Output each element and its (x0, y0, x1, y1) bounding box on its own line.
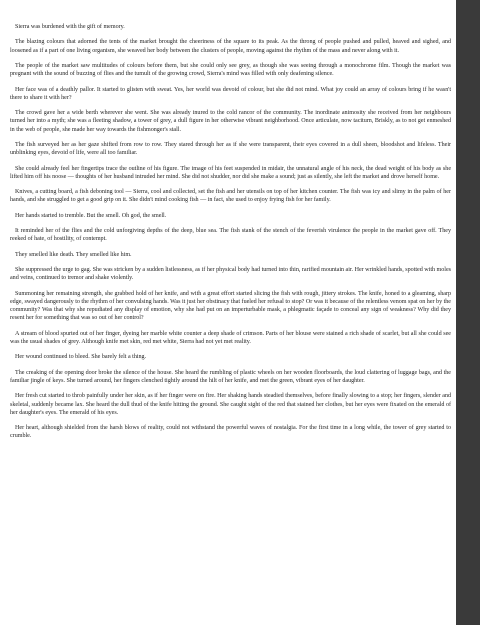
paragraph: A stream of blood spurted out of her finger, dyeing her marble white counter a deep shade of crimson. Parts of her blouse were stained a rich shade of scarlet, but all she could see was the usual shades of grey. Although knife met skin, red met white, Sierra had not yet met reality. (10, 330, 451, 345)
paragraph: The blazing colours that adorned the tents of the market brought the cheeriness of the square to its peak. As the throng of people pushed and pulled, heaved and sighed, and loosened as if a part of one living organism, she weaved her body between the clusters of people, moving against the rhythm of the mass and never along with it. (10, 39, 451, 54)
paragraph: It reminded her of the flies and the cold unforgiving depths of the deep, blue sea. The fish stank of the stench of the feverish virulence the people in the market gave off. They reeked of hate, of hostility, of contempt. (10, 228, 451, 243)
paragraph: They smelled like death. They smelled like him. (15, 251, 132, 258)
paragraph: She suppressed the urge to gag. She was stricken by a sudden listlessness, as if her physical body had turned into thin, rarified mountain air. Her wrinkled hands, spotted with moles and veins, continued to tremor and shake violently. (10, 267, 451, 282)
paragraph: The people of the market saw multitudes of colours before them, but she could only see grey, as though she was seeing through a monochrome film. Though the market was pregnant with the sound of buzzing of flies and the tumult of the growing crowd, Sierra's mind was filled with only deafening silence. (10, 62, 451, 78)
paragraph: The fish surveyed her as her gaze shifted from row to row. They stared through her as if she were transparent, their eyes covered in a dull sheen, bloodshot and lifeless. Their unblinking eyes, devoid of life, were all too familiar. (10, 141, 451, 157)
paragraph: Her wound continued to bleed. She barely felt a thing. (15, 354, 147, 361)
story-text-column (10, 23, 451, 441)
paragraph: Summoning her remaining strength, she grabbed hold of her knife, and with a great effort started slicing the fish with rough, jittery strokes. The knife, honed to a gleaming, sharp edge, swayed dangerously to the rhythm of her convulsing hands. Was it just her obstinacy that fueled her refusal to stop? Or was it because of the relentless venom spat on her by the community? Was that why she repudiated any display of emotion, why she had put on an imperturbable mask, a phlegmatic façade to conceal any sign of weakness? Why did they resent her for something that was so out of her control? (10, 290, 451, 322)
paragraph: The creaking of the opening door broke the silence of the house. She heard the rumbling of plastic wheels on her wooden floorboards, the loud clattering of luggage bags, and the familiar jingle of keys. She turned around, her fingers clenched tightly around the hilt of her knife, and met the green, vibrant eyes of her daughter. (10, 369, 451, 384)
paragraph: Knives, a cutting board, a fish deboning tool — Sierra, cool and collected, set the fish and her utensils on top of her kitchen counter. The fish was icy and slimy in the palm of her hands, and she struggled to get a good grip on it. She didn't mind cooking fish — in fact, she used to enjoy frying fish for her family. (10, 189, 451, 204)
paragraph: Her face was of a deathly pallor. It started to glisten with sweat. Yes, her world was devoid of colour, but she did not mind. What joy could an array of colours bring if he wasn't there to share it with her? (10, 86, 451, 101)
left-margin (0, 0, 6, 625)
paragraph: Her hands started to tremble. But the smell. Oh god, the smell. (15, 212, 167, 219)
right-edge-bar (456, 0, 480, 625)
paragraph: Her fresh cut started to throb painfully under her skin, as if her finger were on fire. Her shaking hands steadied themselves, before finally slowing to a stop; her fingers, slender and skeletal, suddenly became lax. She heard the dull thud of the knife hitting the ground. She caught sight of the red that stained her clothes, but her eyes were fixated on the emerald of her daughter's eyes. The emerald of his eyes. (10, 393, 451, 416)
paragraph: She could already feel her fingertips trace the outline of his figure. The image of his feet suspended in midair, the unnatural angle of his neck, the dead weight of his body as she lifted him off his noose — thoughts of her husband intruded her mind. She did not shudder, nor did she make a sound; just as silently, she left the market and drove herself home. (10, 165, 451, 180)
paragraph: The crowd gave her a wide berth wherever she went. She was already inured to the cold rancor of the community. The inordinate animosity she received from her neighbours turned her into a myth; she was a fleeting shadow, a tower of grey, a dull figure in her otherwise vibrant neighborhood. Once articulate, now taciturn, Briskly, as to not get enmeshed in the web of people, she made her way towards the fishmonger's stall. (10, 110, 451, 133)
paragraph: Her heart, although shielded from the harsh blows of reality, could not withstand the powerful waves of nostalgia. For the first time in a long while, the tower of grey started to crumble. (10, 425, 451, 440)
paragraph: Sierra was burdened with the gift of memory. (15, 24, 125, 30)
